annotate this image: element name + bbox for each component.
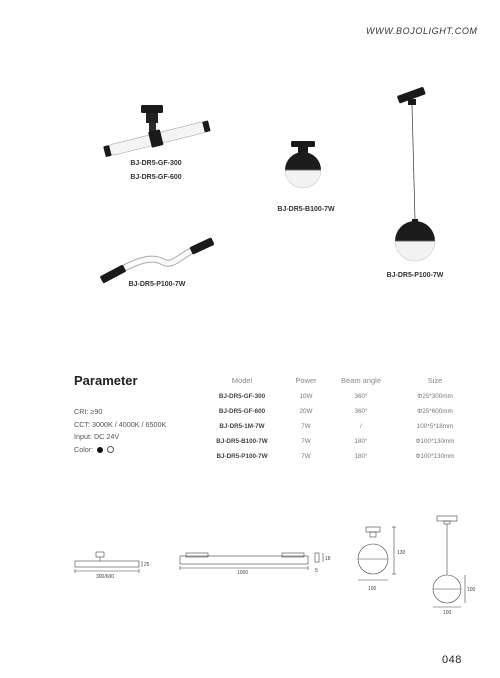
cell-power: 7W [301, 453, 311, 460]
header-size: Size [427, 376, 443, 385]
dim-pendant-height: 100 [467, 587, 476, 593]
product-label-gf-600: BJ-DR5-GF-600 [130, 174, 182, 181]
dimension-drawing-tube [75, 552, 142, 573]
product-label-p100-pendant: BJ-DR5-P100-7W [386, 272, 444, 279]
dim-tube-length: 300/600 [96, 574, 115, 580]
dim-globe-width: 100 [368, 586, 377, 592]
dimension-drawing-globe [358, 527, 396, 580]
cell-beam-angle: 180° [354, 453, 368, 460]
cell-size: Φ25*600mm [417, 408, 453, 415]
cell-model: BJ-DR5-1M-7W [219, 423, 265, 430]
cell-beam-angle: 180° [354, 438, 368, 445]
cell-beam-angle: / [360, 423, 362, 430]
cell-size: 100*5*18mm [416, 423, 454, 430]
cell-model: BJ-DR5-B100-7W [216, 438, 268, 445]
cell-beam-angle: 360° [354, 393, 368, 400]
header-power: Power [295, 376, 317, 385]
cell-model: BJ-DR5-GF-300 [218, 393, 266, 400]
product-label-b100: BJ-DR5-B100-7W [277, 206, 335, 213]
spec-color-label: Color: [74, 444, 94, 454]
product-label-p100-curve: BJ-DR5-P100-7W [128, 281, 186, 288]
cell-power: 7W [301, 438, 311, 445]
dim-strip-width: 5 [315, 568, 318, 574]
cell-beam-angle: 360° [354, 408, 368, 415]
cell-power: 7W [301, 423, 311, 430]
header-beam-angle: Beam angle [340, 376, 382, 385]
parameter-title: Parameter [74, 373, 138, 388]
cell-model: BJ-DR5-GF-600 [218, 408, 266, 415]
spec-cri: CRI: ≥90 [74, 407, 103, 416]
cell-power: 20W [299, 408, 313, 415]
cell-power: 10W [299, 393, 313, 400]
dim-tube-height: 25 [144, 562, 150, 568]
website-url: WWW.BOJOLIGHT.COM [366, 26, 478, 36]
cell-model: BJ-DR5-P100-7W [216, 453, 268, 460]
dim-strip-length: 1000 [237, 570, 249, 576]
cell-size: Φ25*300mm [417, 393, 453, 400]
dim-globe-height: 130 [397, 550, 406, 556]
dim-strip-height: 18 [325, 556, 331, 562]
product-label-gf-300: BJ-DR5-GF-300 [130, 160, 182, 167]
page-number: 048 [442, 654, 462, 666]
header-model: Model [231, 376, 253, 385]
spec-input: Input: DC 24V [74, 432, 120, 441]
cell-size: Φ100*130mm [415, 438, 455, 445]
dim-pendant-width: 100 [443, 610, 452, 616]
dimension-drawing-strip [180, 553, 323, 570]
spec-cct: CCT: 3000K / 4000K / 6500K [74, 419, 167, 429]
dimension-drawing-pendant [433, 516, 465, 607]
cell-size: Φ100*130mm [415, 453, 455, 460]
